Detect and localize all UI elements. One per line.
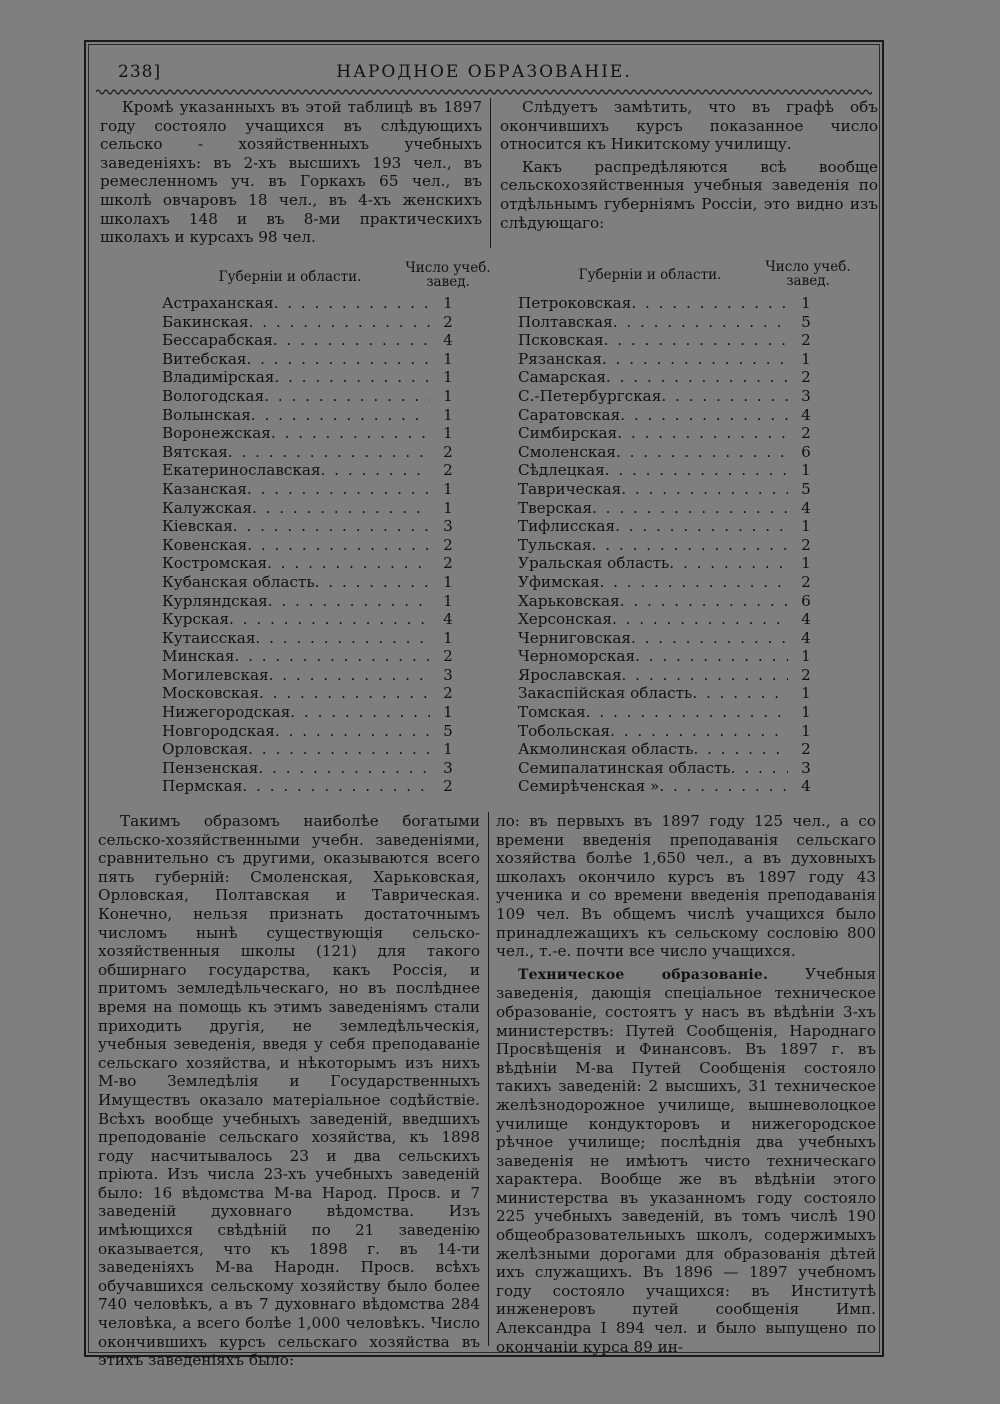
school-count: 2 <box>443 312 453 331</box>
school-count: 3 <box>801 386 811 405</box>
table-row <box>162 536 466 555</box>
school-count: 1 <box>443 740 453 759</box>
dot-leader <box>233 517 430 536</box>
body-paragraph-agriculture: Такимъ образомъ наиболѣе богатыми сельско-хозяйственными учебн. заведеніями, сравнительно съ другими, оказываются всего пять губерній: Смоленская, Харьковская, Орловская, Полтавская и Таврическая. Конечно, нельзя признать достаточнымъ числомъ нынѣ существующія сельско-хозяйственныя школы (121) для такого обширнаго государства, какъ Россія, и притомъ земледѣльческаго, но въ послѣднее время на помощь къ этимъ заведеніямъ стали приходить другія, не земледѣльческія, учебныя зеведенія, введя у себя преподаваніе сельскаго хозяйства, и нѣкоторымъ изъ нихъ М-во Земледѣлія и Государственныхъ Имуществъ оказало матеріальное содѣйствіе. Всѣхъ вообще учебныхъ заведеній, введшихъ преподованіе сельскаго хозяйства, къ 1898 году насчитывалось 23 и два сельскихъ пріюта. Изъ числа 23-хъ учебныхъ заведеній было: 16 вѣдомства М-ва Народ. Просв. и 7 заведеній духовнаго вѣдомства. Изъ имѣющихся свѣдѣній по 21 заведенію оказывается, что къ 1898 г. въ 14-ти заведеніяхъ М-ва Народн. Просв. всѣхъ обучавшихся сельскому хозяйству было более 740 человѣкъ, а въ 7 духовнаго вѣдомства 284 человѣка, а всего болѣе 1,000 человѣкъ. Число окончившихъ курсъ сельскаго хозяйства въ этихъ заведеніяхъ было: <box>98 812 480 1370</box>
region-name: Нижегородская <box>162 703 291 722</box>
region-name: Бакинская <box>162 312 249 331</box>
region-name: Самарская <box>518 368 606 387</box>
table-row <box>162 387 466 406</box>
dot-leader <box>631 629 788 648</box>
region-name: Черниговская <box>518 628 631 647</box>
dot-leader <box>605 461 788 480</box>
table-row <box>162 666 466 685</box>
school-count: 4 <box>443 610 453 629</box>
school-count: 1 <box>801 554 811 573</box>
school-count: 2 <box>801 368 811 387</box>
table-left-head-count: Число учеб. завед. <box>405 260 491 290</box>
school-count: 4 <box>443 331 453 350</box>
school-count: 3 <box>443 517 453 536</box>
school-count: 1 <box>801 684 811 703</box>
region-name: Вятская <box>162 442 228 461</box>
region-name: Полтавская <box>518 312 613 331</box>
school-count: 2 <box>443 647 453 666</box>
table-row <box>518 350 824 369</box>
table-row <box>162 759 466 778</box>
school-count: 2 <box>443 442 453 461</box>
table-row <box>518 331 824 350</box>
dot-leader <box>661 387 788 406</box>
dot-leader <box>271 424 430 443</box>
dot-leader <box>246 350 430 369</box>
dot-leader <box>635 647 788 666</box>
region-name: Кіевская <box>162 517 233 536</box>
body-right-column <box>496 812 876 1356</box>
dot-leader <box>604 331 788 350</box>
school-count: 1 <box>801 703 811 722</box>
school-count: 1 <box>443 386 453 405</box>
region-name: Томская <box>518 703 586 722</box>
dot-leader <box>258 759 430 778</box>
table-row <box>162 610 466 629</box>
section-term-technical: Техническое образованіе. <box>518 966 769 983</box>
region-name: Московская <box>162 684 260 703</box>
intro-paragraph: Кромѣ указанныхъ въ этой таблицѣ въ 1897 году состояло учащихся въ слѣдующихъ сельско - хозяйственныхъ учебныхъ заведеніяхъ: въ 2-хъ высшихъ 193 чел., въ ремесленномъ уч. въ Горкахъ 65 чел., въ школѣ овчаровъ 18 чел., въ 4-хъ женскихъ школахъ 148 и въ 8-ми практическихъ школахъ и курсахъ 98 чел. <box>100 98 482 247</box>
table-row <box>518 480 824 499</box>
dot-leader <box>659 777 788 796</box>
table-row <box>518 647 824 666</box>
school-count: 4 <box>801 498 811 517</box>
school-count: 2 <box>443 461 453 480</box>
school-count: 1 <box>443 591 453 610</box>
region-name: Акмолинская область <box>518 740 694 759</box>
table-row <box>162 647 466 666</box>
region-name: Тверская <box>518 498 593 517</box>
dot-leader <box>249 313 430 332</box>
table-row <box>518 536 824 555</box>
table-row <box>162 573 466 592</box>
region-name: Орловская <box>162 740 249 759</box>
region-name: Воронежская <box>162 424 271 443</box>
dot-leader <box>621 480 788 499</box>
dot-leader <box>290 703 430 722</box>
intro-column-divider <box>490 98 491 248</box>
dot-leader <box>620 406 788 425</box>
table-row <box>518 313 824 332</box>
dot-leader <box>616 443 788 462</box>
table-row <box>162 722 466 741</box>
table-row <box>162 703 466 722</box>
school-count: 3 <box>443 758 453 777</box>
school-count: 1 <box>801 294 811 312</box>
dot-leader <box>620 592 788 611</box>
table-row <box>518 368 824 387</box>
school-count: 1 <box>443 424 453 443</box>
region-name: Астраханская <box>162 294 274 312</box>
dot-leader <box>255 629 430 648</box>
table-row <box>518 406 824 425</box>
region-name: Тифлисская <box>518 517 616 536</box>
table-row <box>518 629 824 648</box>
school-count: 2 <box>443 684 453 703</box>
dot-leader <box>602 350 788 369</box>
region-name: Витебская <box>162 349 247 368</box>
table-row <box>518 592 824 611</box>
region-name: Могилевская <box>162 665 269 684</box>
region-name: Костромская <box>162 554 268 573</box>
region-name: Семирѣченская » <box>518 777 660 796</box>
school-count: 4 <box>801 628 811 647</box>
dot-leader <box>252 499 430 518</box>
region-name: Сѣдлецкая <box>518 461 605 480</box>
table-row <box>518 499 824 518</box>
region-name: Уфимская <box>518 572 600 591</box>
region-name: Пензенская <box>162 758 259 777</box>
region-name: Ярославская <box>518 665 622 684</box>
dot-leader <box>731 759 788 778</box>
region-name: Таврическая <box>518 479 622 498</box>
intro-note-paragraph: Слѣдуетъ замѣтить, что въ графѣ объ окончившихъ курсъ показанное число относится къ Никитскому училищу. <box>500 98 878 154</box>
table-row <box>162 368 466 387</box>
region-name: Курляндская <box>162 591 268 610</box>
school-count: 1 <box>443 498 453 517</box>
dot-leader <box>274 294 430 313</box>
region-name: Харьковская <box>518 591 620 610</box>
dot-leader <box>617 424 788 443</box>
region-name: Черноморская <box>518 647 636 666</box>
school-count: 1 <box>801 349 811 368</box>
school-count: 1 <box>443 572 453 591</box>
table-row <box>162 554 466 573</box>
school-count: 2 <box>801 331 811 350</box>
body-paragraph-technical <box>496 965 876 1356</box>
school-count: 1 <box>443 405 453 424</box>
dot-leader <box>612 610 788 629</box>
school-count: 2 <box>801 535 811 554</box>
dot-leader <box>247 536 430 555</box>
table-row <box>518 573 824 592</box>
school-count: 2 <box>443 554 453 573</box>
table-row <box>518 294 824 313</box>
table-row <box>518 684 824 703</box>
table-row <box>518 759 824 778</box>
table-row <box>518 461 824 480</box>
region-name: Кубанская область <box>162 572 315 591</box>
table-row <box>162 406 466 425</box>
table-row <box>518 703 824 722</box>
body-paragraph-continuation: ло: въ первыхъ въ 1897 году 125 чел., а со времени введенія преподаванія сельскаго хозяйства болѣе 1,650 чел., а въ духовныхъ школахъ окончило курсъ въ 1897 году 43 ученика и со времени введенія преподаванія 109 чел. Въ общемъ числѣ учащихся было принадлежащихъ къ сельскому сословію 800 чел., т.-е. почти все число учащихся. <box>496 812 876 961</box>
table-row <box>162 461 466 480</box>
intro-right-column <box>500 98 878 232</box>
dot-leader <box>251 406 430 425</box>
school-count: 6 <box>801 442 811 461</box>
school-count: 3 <box>443 665 453 684</box>
dot-leader <box>321 461 430 480</box>
region-name: Тульская <box>518 535 592 554</box>
region-name: Уральская область <box>518 554 670 573</box>
region-name: Екатеринославская <box>162 461 321 480</box>
dot-leader <box>622 666 788 685</box>
region-name: Новгородская <box>162 721 275 740</box>
region-name: Херсонская <box>518 610 612 629</box>
dot-leader <box>692 684 788 703</box>
table-row <box>518 666 824 685</box>
table-row <box>518 424 824 443</box>
dot-leader <box>275 722 430 741</box>
school-count: 2 <box>801 665 811 684</box>
dot-leader <box>693 740 788 759</box>
table-row <box>518 554 824 573</box>
table-row <box>162 740 466 759</box>
table-row <box>162 294 466 313</box>
school-count: 1 <box>443 703 453 722</box>
table-right-head-count: Число учеб. завед. <box>765 259 851 289</box>
region-name: Волынская <box>162 405 251 424</box>
region-name: Смоленская <box>518 442 616 461</box>
page-header <box>96 60 872 86</box>
school-count: 1 <box>801 517 811 536</box>
dot-leader <box>268 592 430 611</box>
dot-leader <box>613 313 788 332</box>
dot-leader <box>269 666 430 685</box>
school-count: 1 <box>443 368 453 387</box>
school-count: 1 <box>443 294 453 312</box>
dot-leader <box>267 554 430 573</box>
school-count: 1 <box>443 349 453 368</box>
dot-leader <box>234 647 430 666</box>
dot-leader <box>606 368 788 387</box>
dot-leader <box>592 499 788 518</box>
dot-leader <box>592 536 788 555</box>
school-count: 1 <box>443 628 453 647</box>
dot-leader <box>615 517 788 536</box>
table-left-list <box>162 294 466 796</box>
dot-leader <box>669 554 788 573</box>
table-right-list <box>518 294 824 796</box>
region-name: Рязанская <box>518 349 602 368</box>
table-row <box>162 313 466 332</box>
page-number: 238] <box>118 62 162 82</box>
table-left-head-region: Губерніи и области. <box>218 269 362 285</box>
region-name: Семипалатинская область <box>518 758 731 777</box>
dot-leader <box>599 573 788 592</box>
school-count: 5 <box>801 312 811 331</box>
table-row <box>162 517 466 536</box>
region-name: Симбирская <box>518 424 618 443</box>
school-count: 3 <box>801 758 811 777</box>
school-count: 6 <box>801 591 811 610</box>
school-count: 4 <box>801 610 811 629</box>
region-name: Ковенская <box>162 535 248 554</box>
region-name: Саратовская <box>518 405 621 424</box>
region-name: Закаспійская область <box>518 684 693 703</box>
school-count: 5 <box>801 479 811 498</box>
table-row <box>162 331 466 350</box>
table-row <box>162 592 466 611</box>
dot-leader <box>274 368 430 387</box>
region-name: Минская <box>162 647 235 666</box>
school-count: 1 <box>801 461 811 480</box>
school-count: 2 <box>443 777 453 796</box>
body-left-column <box>98 812 480 1370</box>
dot-leader <box>610 722 788 741</box>
table-row <box>162 499 466 518</box>
table-row <box>518 517 824 536</box>
dot-leader <box>315 573 430 592</box>
school-count: 4 <box>801 405 811 424</box>
intro-left-column <box>100 98 482 247</box>
school-count: 1 <box>801 647 811 666</box>
region-name: Пермская <box>162 777 243 796</box>
intro-lead-paragraph: Какъ распредѣляются всѣ вообще сельскохозяйственныя учебныя заведенія по отдѣльнымъ губерніямъ Россіи, это видно изъ слѣдующаго: <box>500 157 878 232</box>
table-row <box>162 777 466 796</box>
dot-leader <box>264 387 430 406</box>
dot-leader <box>247 480 430 499</box>
school-count: 2 <box>801 740 811 759</box>
body-column-divider <box>488 812 489 1346</box>
region-name: Кутаисская <box>162 628 256 647</box>
table-row <box>162 443 466 462</box>
school-count: 2 <box>801 424 811 443</box>
table-row <box>518 777 824 796</box>
dot-leader <box>273 331 430 350</box>
table-row <box>518 740 824 759</box>
dot-leader <box>229 610 430 629</box>
region-name: С.-Петербургская <box>518 386 662 405</box>
region-name: Калужская <box>162 498 252 517</box>
table-row <box>162 480 466 499</box>
table-row <box>518 387 824 406</box>
dot-leader <box>248 740 430 759</box>
table-row <box>518 443 824 462</box>
dot-leader <box>631 294 788 313</box>
region-name: Казанская <box>162 479 247 498</box>
region-name: Вологодская <box>162 386 265 405</box>
running-title: НАРОДНОЕ ОБРАЗОВАНІЕ. <box>336 62 632 82</box>
dot-leader <box>586 703 788 722</box>
table-row <box>518 722 824 741</box>
school-count: 1 <box>443 479 453 498</box>
region-name: Петроковская <box>518 294 632 312</box>
table-row <box>518 610 824 629</box>
school-count: 4 <box>801 777 811 796</box>
table-row <box>162 350 466 369</box>
table-right-head-region: Губерніи и области. <box>578 267 722 283</box>
region-name: Псковская <box>518 331 604 350</box>
dot-leader <box>259 684 430 703</box>
region-name: Владимірская <box>162 368 275 387</box>
dot-leader <box>228 443 430 462</box>
table-row <box>162 629 466 648</box>
school-count: 2 <box>443 535 453 554</box>
region-name: Тобольская <box>518 721 611 740</box>
school-count: 1 <box>801 721 811 740</box>
technical-paragraph-text: Учебныя заведенія, дающія спеціальное техническое образованіе, состоятъ у насъ въ вѣдѣніи 3-хъ министерствъ: Путей Сообщенія, Народнаго Просвѣщенія и Финансовъ. Въ 1897 г. въ вѣдѣніи М-ва Путей Сообщенія состояло такихъ заведеній: 2 высшихъ, 31 техническое желѣзнодорожное училище, вышневолоцкое училище кондукторовъ и нижегородское рѣчное училище; послѣднія два учебныхъ заведенія не имѣютъ чисто техническаго характера. Вообще же въ вѣдѣніи этого министерства въ указанномъ году состояло 225 учебныхъ заведеній, въ томъ числѣ 190 общеобразовательныхъ школъ, содержимыхъ желѣзными дорогами для образованія дѣтей ихъ служащихъ. Въ 1896 — 1897 учебномъ году состояло учащихся: въ Институтѣ инженеровъ путей сообщенія Имп. Александра I 894 чел. и было выпущено по окончаніи курса 89 ин- <box>496 964 876 1356</box>
table-row <box>162 684 466 703</box>
region-name: Курская <box>162 610 230 629</box>
region-name: Бессарабская <box>162 331 273 350</box>
dot-leader <box>242 777 430 796</box>
table-row <box>162 424 466 443</box>
header-wavy-rule <box>96 87 872 97</box>
school-count: 5 <box>443 721 453 740</box>
school-count: 2 <box>801 572 811 591</box>
